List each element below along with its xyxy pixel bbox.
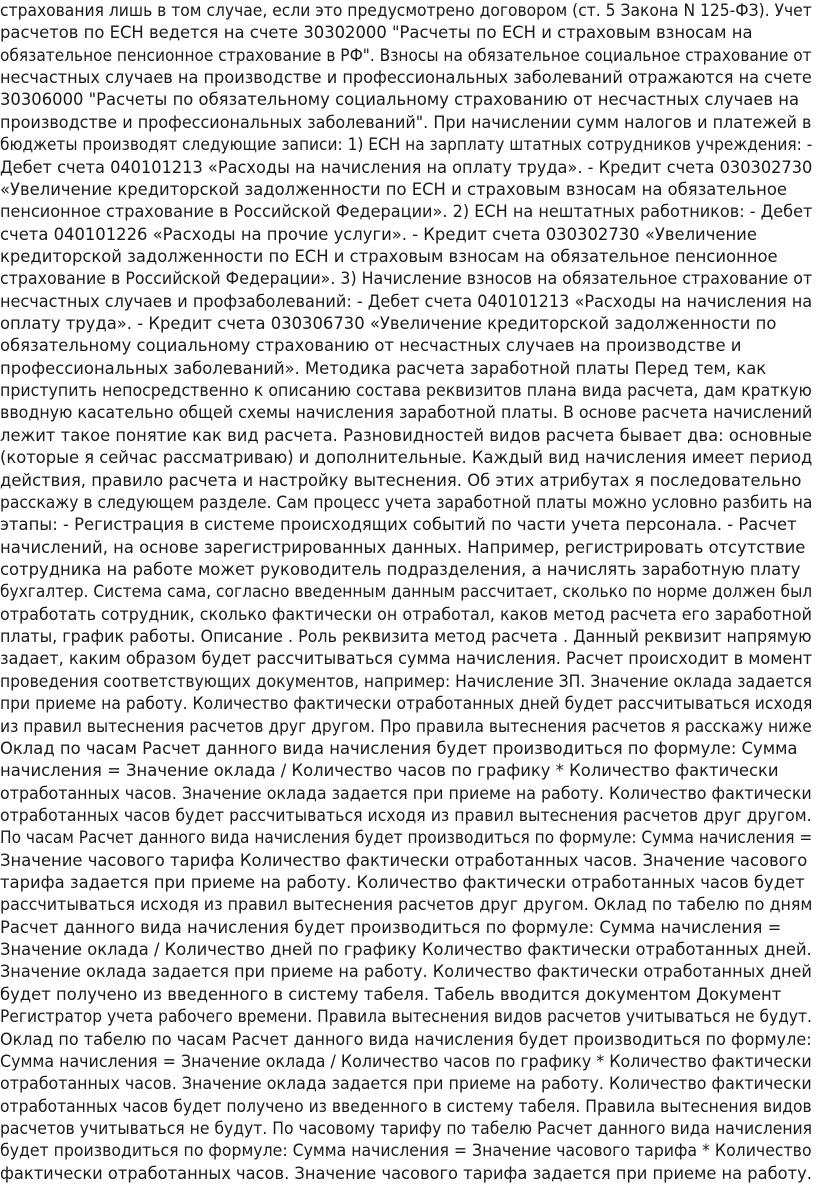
text-line: бюджеты производят следующие записи: 1) ЕСН на зарплату штатных сотрудников учреждения: - <box>0 135 813 155</box>
text-line: этапы: - Регистрация в системе происходящих событий по части учета персонала. - Расчет <box>0 515 797 535</box>
text-line: тарифа задается при приеме на работу. Количество фактически отработанных часов будет <box>0 873 805 893</box>
text-line: счета 040101226 «Расходы на прочие услуги». - Кредит счета 030302730 «Увеличение <box>0 224 757 244</box>
text-line: расчетов учитываться не будут. По часовому тарифу по табелю Расчет данного вида начисления <box>0 1118 813 1138</box>
text-line: Оклад по часам Расчет данного вида начисления будет производиться по формуле: Сумма <box>0 738 798 758</box>
text-line: несчастных случаев на производстве и профессиональных заболеваний отражаются на счете <box>0 68 812 88</box>
text-line: страхование в Российской Федерации». 3) Начисление взносов на обязательное страхование от <box>0 269 813 289</box>
text-line: отработанных часов. Значение оклада задается при приеме на работу. Количество фактически <box>0 783 812 803</box>
text-line: производстве и профессиональных заболеваний". При начислении сумм налогов и платежей в <box>0 112 812 132</box>
text-line: отработать сотрудник, сколько фактически он отработал, каков метод расчета его заработной <box>0 604 812 624</box>
text-line: начисления = Значение оклада / Количество часов по графику * Количество фактически <box>0 761 779 781</box>
text-line: сотрудника на работе может руководитель подразделения, а начислять заработную плату <box>0 559 801 579</box>
text-line: профессиональных заболеваний». Методика расчета заработной платы Перед тем, как <box>0 358 767 378</box>
text-line: начислений, на основе зарегистрированных данных. Например, регистрировать отсутствие <box>0 537 806 557</box>
text-line: 30306000 "Расчеты по обязательному социальному страхованию от несчастных случаев на <box>0 90 800 110</box>
text-line: будет получено из введенного в систему табеля. Табель вводится документом Документ <box>0 984 782 1004</box>
text-line: при приеме на работу. Количество фактически отработанных дней будет рассчитываться исходя <box>0 694 813 714</box>
text-line: задает, каким образом будет рассчитываться сумма начисления. Расчет происходит в момент <box>0 649 813 669</box>
text-line: Оклад по табелю по часам Расчет данного вида начисления будет производиться по формуле: <box>0 1029 812 1049</box>
text-line: действия, правило расчета и настройку вытеснения. Об этих атрибутах я последовательно <box>0 470 802 490</box>
text-line: «Увеличение кредиторской задолженности по ЕСН и страховым взносам на обязательное <box>0 179 787 199</box>
text-line: Дебет счета 040101213 «Расходы на начисления на оплату труда». - Кредит счета 030302730 <box>0 157 813 177</box>
text-line: лежит такое понятие как вид расчета. Разновидностей видов расчета бывает два: основные <box>0 425 812 445</box>
text-line: вводную касательно общей схемы начисления заработной платы. В основе расчета начислений <box>0 403 813 423</box>
text-line: Значение оклада задается при приеме на работу. Количество фактически отработанных дней <box>0 962 812 982</box>
text-line: обязательному социальному страхованию от несчастных случаев на производстве и <box>0 336 742 356</box>
text-line: кредиторской задолженности по ЕСН и страховым взносам на обязательное пенсионное <box>0 246 778 266</box>
text-line: отработанных часов будет рассчитываться исходя из правил вытеснения расчетов друг другом. <box>0 805 812 825</box>
text-line: оплату труда». - Кредит счета 030306730 «Увеличение кредиторской задолженности по <box>0 314 777 334</box>
text-line: Расчет данного вида начисления будет производиться по формуле: Сумма начисления = <box>0 917 782 937</box>
text-line: отработанных часов. Значение оклада задается при приеме на работу. Количество фактически <box>0 1074 812 1094</box>
text-line: приступить непосредственно к описанию состава реквизитов плана вида расчета, дам краткую <box>0 381 812 401</box>
text-line: фактически отработанных часов. Значение часового тарифа задается при приеме на работу. <box>0 1163 812 1183</box>
text-line: отработанных часов будет получено из введенного в систему табеля. Правила вытеснения видов <box>0 1096 812 1116</box>
text-line: проведения соответствующих документов, например: Начисление ЗП. Значение оклада задается <box>0 671 812 691</box>
text-line: несчастных случаев и профзаболеваний: - Дебет счета 040101213 «Расходы на начисления на <box>0 291 813 311</box>
text-line: Значение оклада / Количество дней по графику Количество фактически отработанных дней. <box>0 940 812 960</box>
text-line: По часам Расчет данного вида начисления будет производиться по формуле: Сумма начисления = <box>0 828 813 848</box>
text-line: из правил вытеснения расчетов друг другом. Про правила вытеснения расчетов я расскажу ниже <box>0 716 812 736</box>
text-line: пенсионное страхование в Российской Федерации». 2) ЕСН на нештатных работников: - Дебет <box>0 202 813 222</box>
text-line: будет производиться по формуле: Сумма начисления = Значение часового тарифа * Количество <box>0 1141 812 1161</box>
text-line: Сумма начисления = Значение оклада / Количество часов по графику * Количество фактически <box>0 1051 812 1071</box>
text-line: страхования лишь в том случае, если это предусмотрено договором (ст. 5 Закона N 125-ФЗ). Учет <box>0 1 812 20</box>
text-line: обязательное пенсионное страхование в РФ". Взносы на обязательное социальное страхование от <box>0 45 812 65</box>
text-line: (которые я сейчас рассматриваю) и дополнительные. Каждый вид начисления имеет период <box>0 448 813 468</box>
text-line: Регистратор учета рабочего времени. Правила вытеснения видов расчетов учитываться не будут. <box>0 1007 812 1027</box>
text-line: бухгалтер. Система сама, согласно введенным данным рассчитает, сколько по норме должен был <box>0 582 813 602</box>
text-line: расчетов по ЕСН ведется на счете 30302000 "Расчеты по ЕСН и страховым взносам на <box>0 23 753 43</box>
text-line: рассчитываться исходя из правил вытеснения расчетов друг другом. Оклад по табелю по дням <box>0 895 813 915</box>
text-line: платы, график работы. Описание . Роль реквизита метод расчета . Данный реквизит напрямую <box>0 627 812 647</box>
text-line: Значение часового тарифа Количество фактически отработанных часов. Значение часового <box>0 850 808 870</box>
text-line: расскажу в следующем разделе. Сам процесс учета заработной платы можно условно разбить на <box>0 492 813 512</box>
